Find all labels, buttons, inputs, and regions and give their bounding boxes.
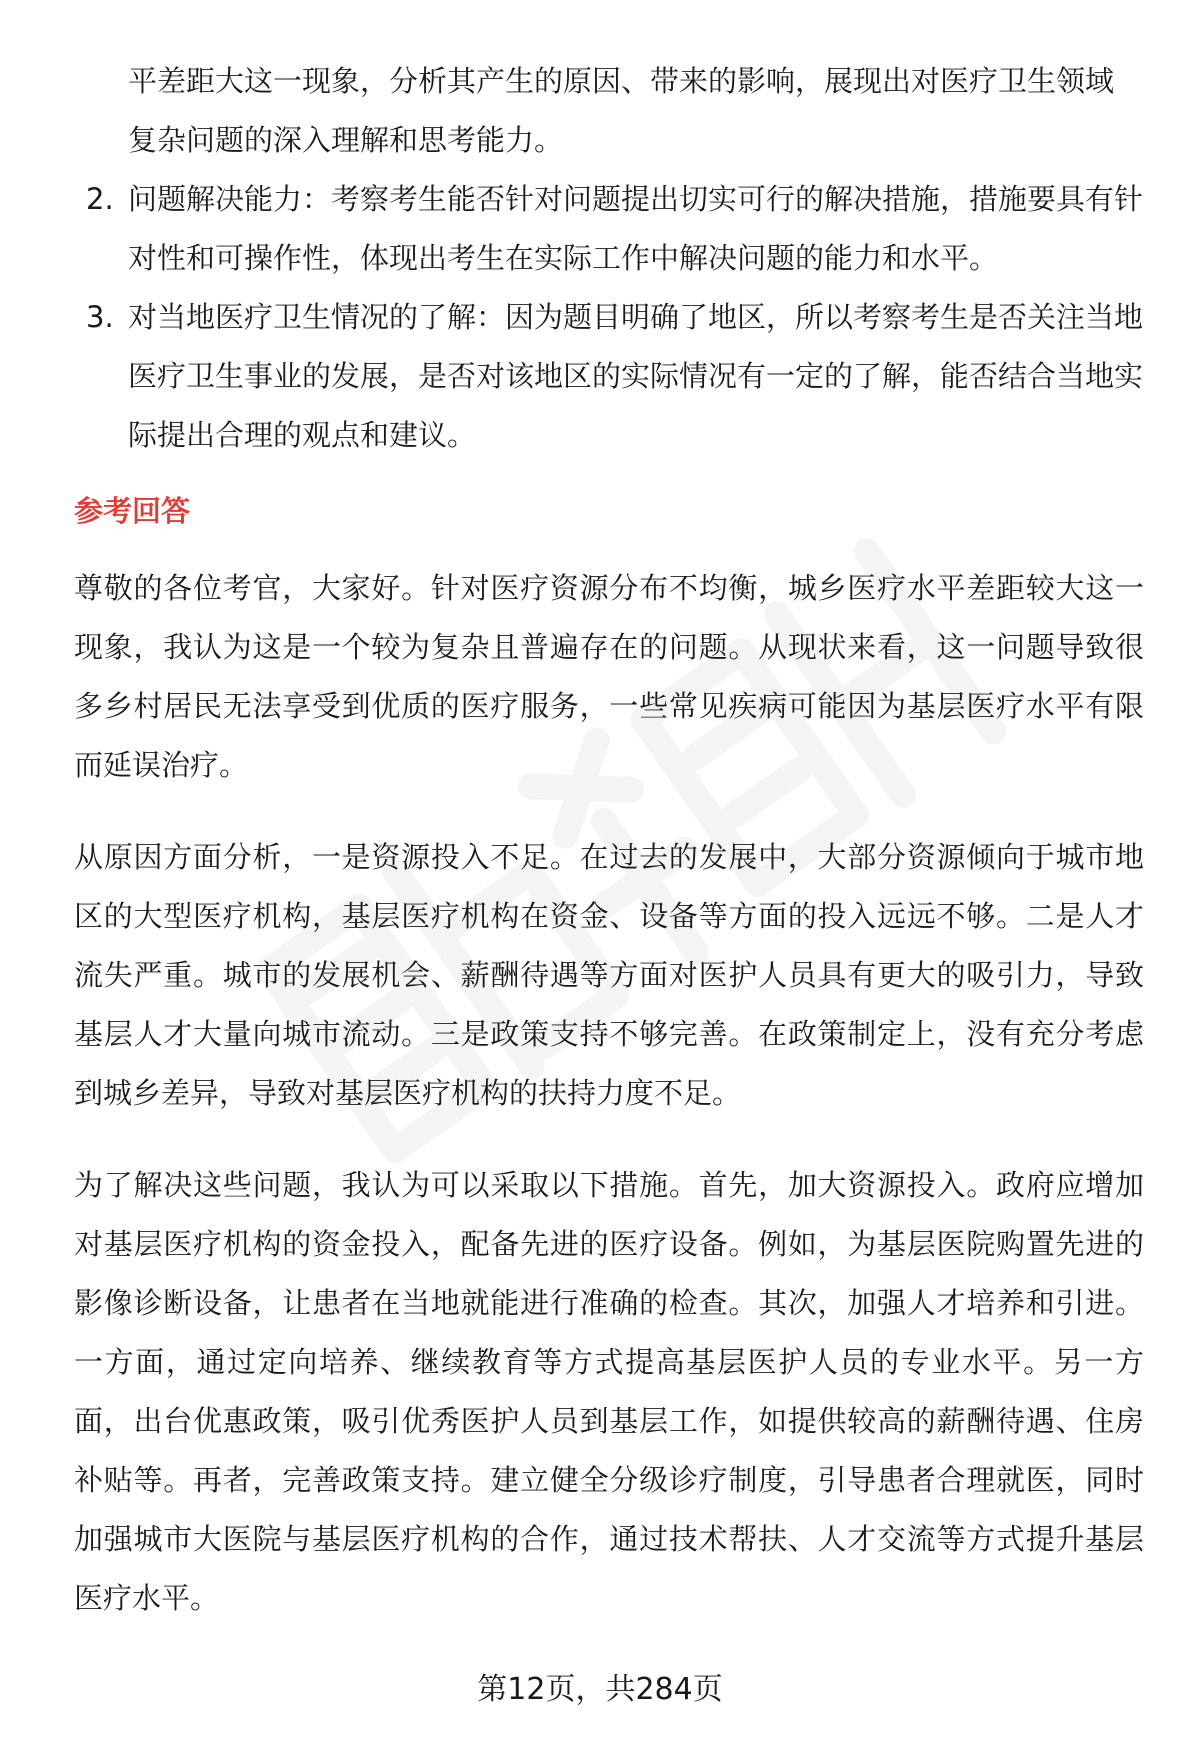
criteria-list — [74, 170, 1144, 465]
page-content — [74, 52, 1144, 1661]
answer-paragraph: 尊敬的各位考官，大家好。针对医疗资源分布不均衡，城乡医疗水平差距较大这一现象，我认为这是一个较为复杂且普遍存在的问题。从现状来看，这一问题导致很多乡村居民无法享受到优质的医疗服务，一些常见疾病可能因为基层医疗水平有限而延误治疗。 — [74, 571, 1144, 782]
continuation-line: 平差距大这一现象，分析其产生的原因、带来的影响，展现出对医疗卫生领域 — [128, 64, 1115, 98]
reference-answer-heading: 参考回答 — [74, 494, 191, 528]
page-number-footer: 第12页，共284页 — [477, 1672, 723, 1707]
answer-paragraph: 为了解决这些问题，我认为可以采取以下措施。首先，加大资源投入。政府应增加对基层医疗机构的资金投入，配备先进的医疗设备。例如，为基层医院购置先进的影像诊断设备，让患者在当地就能进行准确的检查。其次，加强人才培养和引进。一方面，通过定向培养、继续教育等方式提高基层医护人员的专业水平。另一方面，出台优惠政策，吸引优秀医护人员到基层工作，如提供较高的薪酬待遇、住房补贴等。再者，完善政策支持。建立健全分级诊疗制度，引导患者合理就医，同时加强城市大医院与基层医疗机构的合作，通过技术帮扶、人才交流等方式提升基层医疗水平。 — [74, 1168, 1144, 1615]
criteria-item — [74, 288, 1144, 465]
criteria-number: 3. — [86, 300, 114, 334]
criteria-text: 问题解决能力：考察考生能否针对问题提出切实可行的解决措施，措施要具有针对性和可操作性，体现出考生在实际工作中解决问题的能力和水平。 — [128, 182, 1144, 275]
criteria-number: 2. — [86, 182, 114, 216]
continuation-line: 复杂问题的深入理解和思考能力。 — [128, 123, 564, 157]
criteria-text: 对当地医疗卫生情况的了解：因为题目明确了地区，所以考察考生是否关注当地医疗卫生事业的发展，是否对该地区的实际情况有一定的了解，能否结合当地实际提出合理的观点和建议。 — [128, 300, 1144, 452]
answer-paragraph: 从原因方面分析，一是资源投入不足。在过去的发展中，大部分资源倾向于城市地区的大型医疗机构，基层医疗机构在资金、设备等方面的投入远远不够。二是人才流失严重。城市的发展机会、薪酬待遇等方面对医护人员具有更大的吸引力，导致基层人才大量向城市流动。三是政策支持不够完善。在政策制定上，没有充分考虑到城乡差异，导致对基层医疗机构的扶持力度不足。 — [74, 840, 1144, 1110]
criteria-item — [74, 170, 1144, 288]
